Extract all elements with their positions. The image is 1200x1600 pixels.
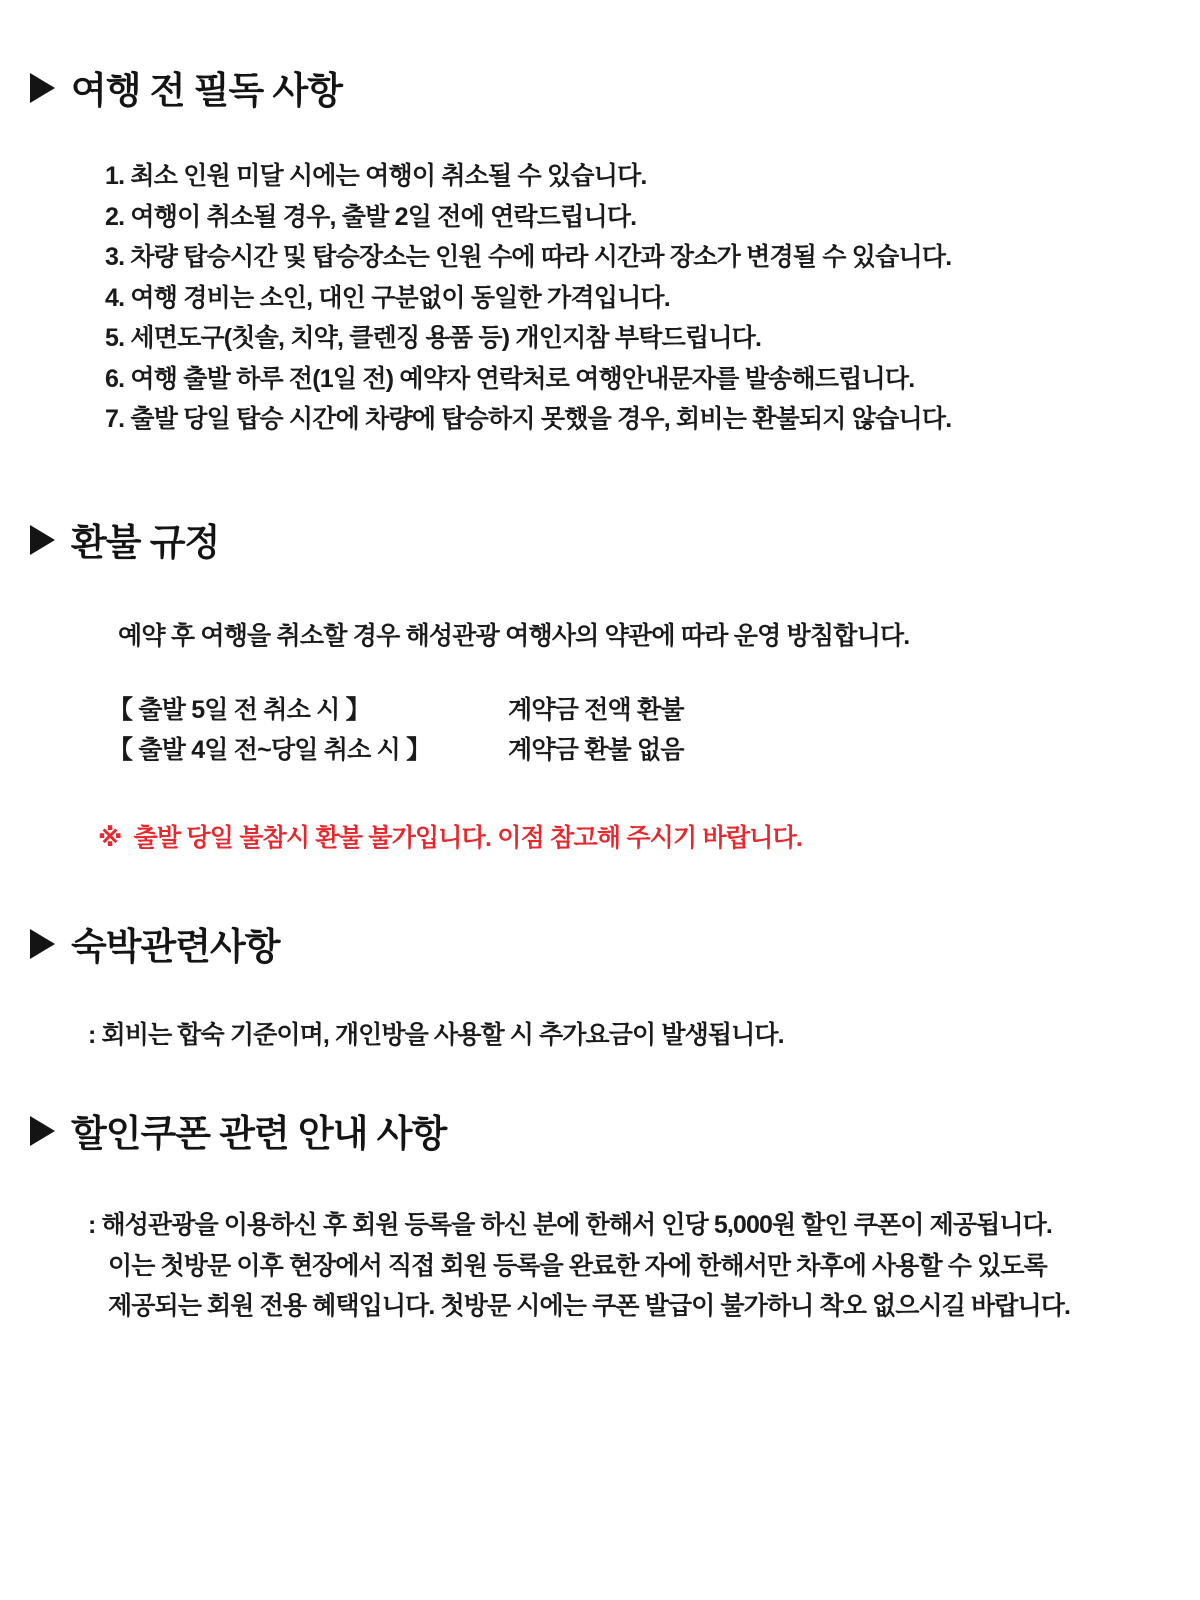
refund-warning-text: 출발 당일 불참시 환불 불가입니다. 이점 참고해 주시기 바랍니다. <box>133 823 803 852</box>
section-heading-coupon <box>30 1103 1170 1157</box>
spacer <box>30 1055 1170 1103</box>
list-item: 7. 출발 당일 탑승 시간에 차량에 탑승하지 못했을 경우, 회비는 환불되지 않습니다. <box>105 405 952 433</box>
section-heading-pretrip <box>30 60 1170 114</box>
coupon-text <box>30 1205 1170 1327</box>
refund-policy-table <box>30 688 684 768</box>
spacer <box>30 854 1170 916</box>
list-item: 4. 여행 경비는 소인, 대인 구분없이 동일한 가격입니다. <box>105 283 670 312</box>
refund-term: 【 출발 4일 전~당일 취소 시 】 <box>108 735 431 764</box>
triangle-bullet-icon <box>30 929 55 959</box>
list-item: 2. 여행이 취소될 경우, 출발 2일 전에 연락드립니다. <box>105 202 637 231</box>
pretrip-notice-list <box>30 156 1170 440</box>
section-heading-lodging <box>30 916 1170 970</box>
refund-value: 계약금 환불 없음 <box>508 735 684 764</box>
refund-term: 【 출발 5일 전 취소 시 】 <box>108 695 370 724</box>
list-item: 5. 세면도구(칫솔, 치약, 클렌징 용품 등) 개인지참 부탁드립니다. <box>105 324 762 352</box>
refund-value: 계약금 전액 환불 <box>508 695 684 724</box>
section-heading-coupon-label: 할인쿠폰 관련 안내 사항 <box>71 1113 447 1154</box>
lodging-text: : 회비는 합숙 기준이며, 개인방을 사용할 시 추가요금이 발생됩니다. <box>88 1020 784 1049</box>
section-heading-pretrip-label: 여행 전 필독 사항 <box>71 70 343 111</box>
spacer <box>30 440 1170 512</box>
list-item: 6. 여행 출발 하루 전(1일 전) 예약자 연락처로 여행안내문자를 발송해드립니다. <box>105 364 915 393</box>
table-row <box>30 728 684 768</box>
coupon-text-line: 제공되는 회원 전용 혜택입니다. 첫방문 시에는 쿠폰 발급이 불가하니 착오 없으시길 바랍니다. <box>108 1292 1071 1320</box>
refund-lead-text: 예약 후 여행을 취소할 경우 해성관광 여행사의 약관에 따라 운영 방침합니다. <box>118 621 910 650</box>
triangle-bullet-icon <box>30 525 55 555</box>
list-item: 3. 차량 탑승시간 및 탑승장소는 인원 수에 따라 시간과 장소가 변경될 수 있습니다. <box>105 243 952 271</box>
coupon-text-line: 이는 첫방문 이후 현장에서 직접 회원 등록을 완료한 자에 한해서만 차후에 사용할 수 있도록 <box>108 1251 1047 1280</box>
section-heading-refund <box>30 512 1170 566</box>
coupon-text-line: : 해성관광을 이용하신 후 회원 등록을 하신 분에 한해서 인당 5,000원 할인 쿠폰이 제공됩니다. <box>88 1211 1052 1239</box>
section-heading-refund-label: 환불 규정 <box>71 521 220 563</box>
section-heading-lodging-label: 숙박관련사항 <box>71 925 280 967</box>
asterisk-mark-icon: ※ <box>98 823 122 852</box>
refund-warning <box>30 818 1170 854</box>
table-row <box>30 688 684 728</box>
list-item: 1. 최소 인원 미달 시에는 여행이 취소될 수 있습니다. <box>105 162 647 190</box>
triangle-bullet-icon <box>30 1116 55 1146</box>
triangle-bullet-icon <box>30 73 55 103</box>
